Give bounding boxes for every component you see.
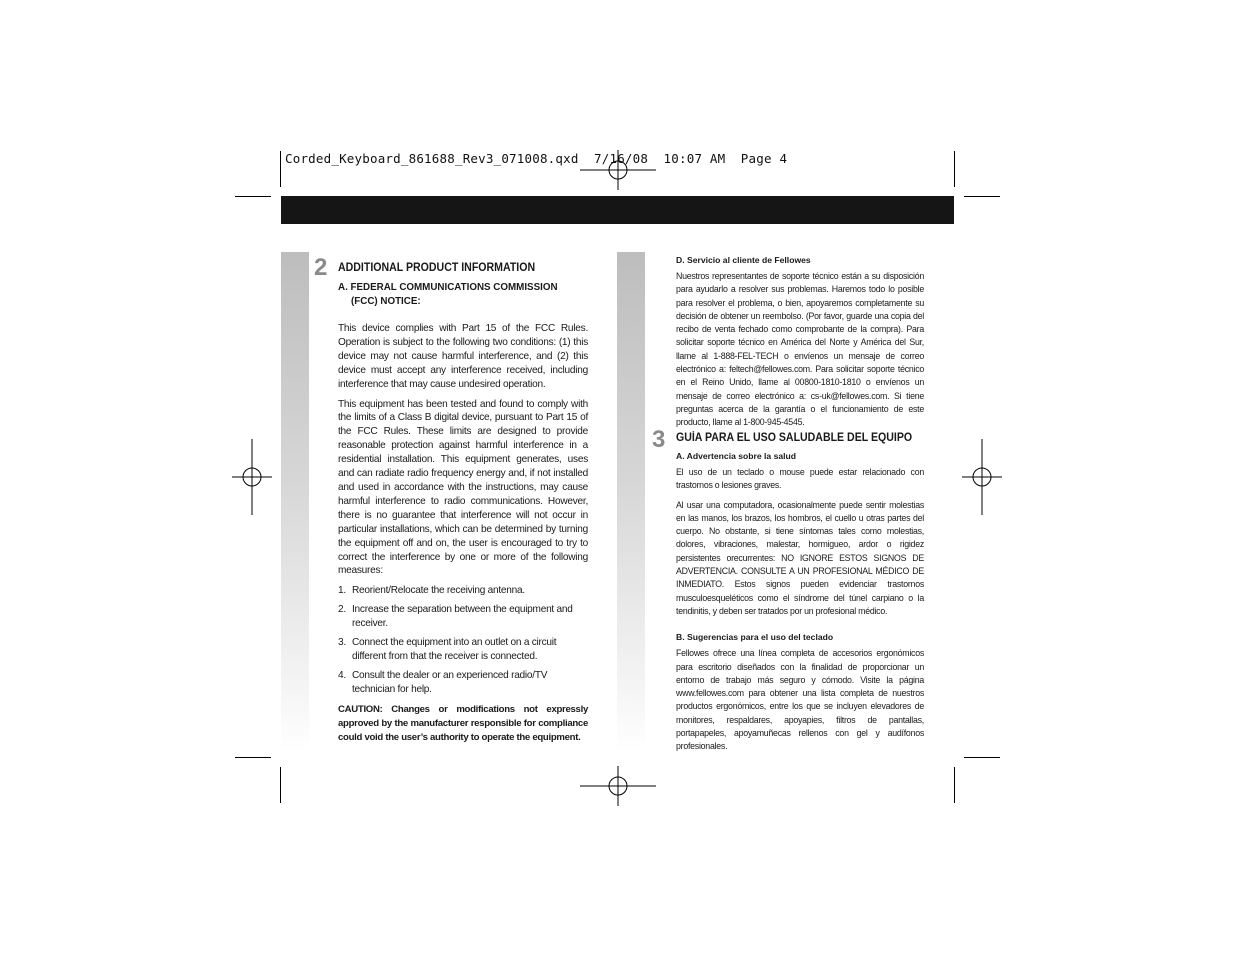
fcc-paragraph-1: This device complies with Part 15 of the FCC Rules. Operation is subject to the following two conditions: (1) this device may not cause harmful interference, and (2) this device must accept any interference received, including interference that may cause undesired operation.: [338, 323, 588, 390]
list-item: 1. Reorient/Relocate the receiving antenna.: [338, 585, 525, 597]
crop-mark-top-left-v: [280, 151, 281, 187]
left-page-gutter: [281, 252, 309, 752]
fcc-subheading-line2: (FCC) NOTICE:: [351, 296, 421, 307]
crop-mark-bottom-right-v: [954, 767, 955, 803]
section-title-health-guide: GUÍA PARA EL USO SALUDABLE DEL EQUIPO: [676, 432, 913, 444]
right-page-gutter: [617, 252, 645, 752]
section-number-3: 3: [652, 426, 666, 453]
customer-service-subheading: D. Servicio al cliente de Fellowes: [676, 255, 811, 265]
caution-notice: CAUTION: Changes or modifications not expressly approved by the manufacturer responsible for compliance could void the user’s authority to operate the equipment.: [338, 704, 588, 744]
crop-mark-top-right-v: [954, 151, 955, 187]
registration-mark-right-icon: [962, 439, 1002, 515]
section-title-additional-info: ADDITIONAL PRODUCT INFORMATION: [338, 262, 536, 274]
file-slug-line: Corded_Keyboard_861688_Rev3_071008.qxd 7/16/08 10:07 AM Page 4: [285, 151, 788, 166]
crop-mark-bottom-right-h: [964, 757, 1000, 758]
fcc-paragraph-2: This equipment has been tested and found to comply with the limits of a Class B digital device, pursuant to Part 15 of the FCC Rules. These limits are designed to provide reasonable protection against harmful interference in a residential installation. This equipment generates, uses and can radiate radio frequency energy and, if not installed and used in accordance with the instructions, may cause harmful interference to radio communications. However, there is no guarantee that interference will not occur in particular installations, which can be determined by turning the equipment off and on, the user is encouraged to try to correct the interference by one or more of the following measures:: [338, 398, 588, 577]
header-bar: [281, 196, 954, 224]
health-warning-subheading: A. Advertencia sobre la salud: [676, 451, 797, 461]
crop-mark-top-right-h: [964, 196, 1000, 197]
section-number-2: 2: [314, 254, 328, 281]
registration-mark-top-icon: [580, 150, 656, 190]
crop-mark-top-left-h: [235, 196, 271, 197]
measures-list: [338, 584, 588, 697]
fcc-subheading-line1: A. FEDERAL COMMUNICATIONS COMMISSION: [338, 282, 558, 293]
right-column-bottom: [676, 432, 924, 754]
list-item: 4. Consult the dealer or an experienced radio/TV technician for help.: [338, 670, 548, 696]
left-column: [338, 262, 588, 745]
right-column-top: [676, 254, 924, 430]
customer-service-paragraph: Nuestros representantes de soporte técnico están a su disposición para ayudarlo a resolver sus problemas. Haremos todo lo posible para resolver el problema, o bien, apoyaremos completamente su decisión de obtener un reembolso. (Por favor, guarde una copia del recibo de venta fechado como comprobante de la compra). Para solicitar soporte técnico en América del Norte y América del Sur, llame al 1-888-FEL-TECH o envíenos un mensaje de correo electrónico a: feltech@fellowes.com. Para solicitar soporte técnico en el Reino Unido, llame al 00800-1810-1810 o envíenos un mensaje de correo electrónico a: cs-uk@fellowes.com. Si tiene preguntas acerca de la garantía o el funcionamiento de este producto, llame al 1-800-945-4545.: [676, 271, 924, 428]
health-warning-paragraph-2: Al usar una computadora, ocasionalmente puede sentir molestias en las manos, los brazos, los hombros, el cuello u otras partes del cuerpo. No obstante, si tiene síntomas tales como molestias, dolores, vibraciones, malestar, hormigueo, ardor o rigidez persistentes orecurrentes: NO IGNORE ESTOS SIGNOS DE ADVERTENCIA. CONSULTE A UN PROFESIONAL MÉDICO DE INMEDIATO. Estos signos pueden evidenciar trastornos musculoesqueléticos como el síndrome del túnel carpiano o la tendinitis, y deben ser tratados por un profesional médico.: [676, 499, 924, 616]
registration-mark-bottom-icon: [580, 766, 656, 806]
crop-mark-bottom-left-h: [235, 757, 271, 758]
keyboard-tips-paragraph: Fellowes ofrece una línea completa de accesorios ergonómicos para escritorio diseñados con la finalidad de proporcionar un entorno de trabajo más seguro y cómodo. Visite la página www.fellowes.com para obtener una lista completa de nuestros productos ergonómicos, entre los que se incluyen elevadores de monitores, respaldares, apoyapies, filtros de pantallas, portapapeles, apoyamuñecas rellenos con gel y audífonos profesionales.: [676, 648, 924, 752]
health-warning-paragraph-1: El uso de un teclado o mouse puede estar relacionado con trastornos o lesiones graves.: [676, 467, 924, 491]
registration-mark-left-icon: [232, 439, 272, 515]
keyboard-tips-subheading: B. Sugerencias para el uso del teclado: [676, 632, 834, 643]
crop-mark-bottom-left-v: [280, 767, 281, 803]
list-item: 3. Connect the equipment into an outlet on a circuit different from that the receiver is connected.: [338, 637, 557, 663]
list-item: 2. Increase the separation between the equipment and receiver.: [338, 604, 573, 630]
